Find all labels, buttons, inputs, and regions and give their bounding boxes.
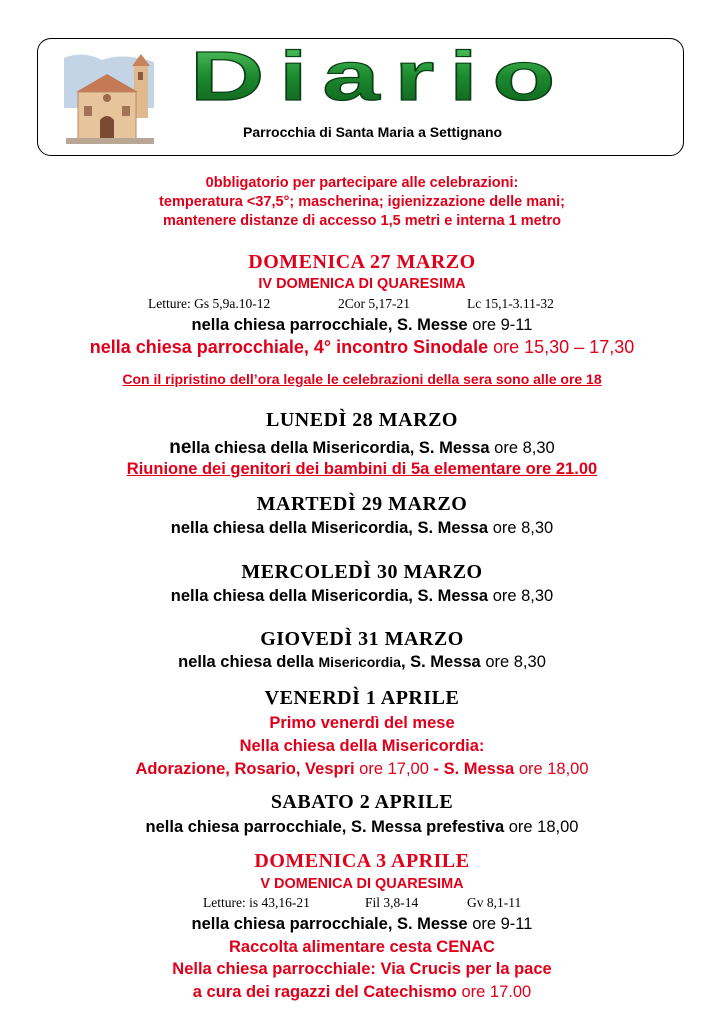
reading-2: 2Cor 5,17-21 — [338, 296, 410, 311]
event-place: nella chiesa parrocchiale, 4° incontro Sinodale — [89, 337, 489, 357]
mass-line — [0, 437, 724, 459]
church-illustration — [62, 48, 157, 146]
mass-place-prefix: ne — [169, 437, 192, 458]
event-time: ore 15,30 – 17,30 — [493, 337, 635, 357]
reading-3: Gv 8,1-11 — [467, 895, 522, 910]
mass-place: lla chiesa della Misericordia, S. Messa — [191, 439, 490, 457]
first-friday-line: Primo venerdì del mese — [269, 714, 455, 732]
catechism-time: ore 17.00 — [461, 983, 532, 1001]
mass-time: ore 18,00 — [508, 818, 579, 836]
adoration-label: Adorazione, Rosario, Vespri — [135, 760, 355, 778]
via-crucis-line: Nella chiesa parrocchiale: Via Crucis per la pace — [172, 960, 552, 978]
mass-place: nella chiesa parrocchiale, S. Messe — [191, 316, 468, 334]
reading-1: Letture: is 43,16-21 — [203, 895, 310, 910]
mass-time: ore 9-11 — [472, 316, 533, 334]
notice-line-3: mantenere distanze di accesso 1,5 metri e interna 1 metro — [162, 213, 562, 229]
day-title: MARTEDÌ 29 MARZO — [256, 493, 468, 515]
daylight-saving-note: Con il ripristino dell’ora legale le celebrazioni della sera sono alle ore 18 — [122, 371, 602, 387]
mass-time: ore 9-11 — [472, 915, 533, 933]
title-text: Diario — [190, 44, 570, 110]
diario-title — [180, 44, 580, 110]
mass-place: nella chiesa parrocchiale, S. Messe — [191, 915, 468, 933]
catechism-line — [0, 983, 724, 1002]
food-collection-line: Raccolta alimentare cesta CENAC — [229, 938, 495, 956]
day-title: LUNEDÌ 28 MARZO — [266, 409, 458, 431]
mass-place: nella chiesa parrocchiale, S. Messa prefestiva — [145, 818, 505, 836]
day-subtitle: V DOMENICA DI QUARESIMA — [260, 876, 464, 892]
mass-time: ore 8,30 — [492, 519, 554, 537]
mass-time: ore 8,30 — [494, 439, 555, 457]
adoration-line — [0, 760, 724, 779]
day-title: VENERDÌ 1 APRILE — [264, 687, 460, 709]
day-title: MERCOLEDÌ 30 MARZO — [241, 561, 483, 583]
adoration-time: ore 17,00 — [359, 760, 429, 778]
catechism-label: a cura dei ragazzi del Catechismo — [192, 983, 457, 1001]
day-title: DOMENICA 27 MARZO — [248, 251, 476, 273]
day-title: DOMENICA 3 APRILE — [254, 850, 470, 872]
mass-label: - S. Messa — [433, 760, 515, 778]
mass-line — [0, 587, 724, 606]
event-line — [0, 337, 724, 358]
mass-place: nella chiesa della Misericordia, S. Messa — [170, 519, 489, 537]
day-subtitle: IV DOMENICA DI QUARESIMA — [258, 276, 466, 292]
mass-time: ore 18,00 — [518, 760, 589, 778]
notice-line-2: temperatura <37,5°; mascherina; igienizzazione delle mani; — [159, 194, 565, 210]
notice-line-1: 0bbligatorio per partecipare alle celebrazioni: — [205, 175, 519, 191]
mass-place-a: nella chiesa della — [178, 653, 314, 671]
mass-place: nella chiesa della Misericordia, S. Messa — [170, 587, 489, 605]
mass-line — [0, 653, 724, 672]
mass-line — [0, 818, 724, 837]
mass-line — [0, 915, 724, 934]
day-title: GIOVEDÌ 31 MARZO — [260, 628, 464, 650]
mass-place-c: , S. Messa — [400, 653, 481, 671]
mass-place-b: Misericordia — [318, 654, 401, 670]
mass-time: ore 8,30 — [492, 587, 554, 605]
misericordia-line: Nella chiesa della Misericordia: — [239, 737, 485, 755]
meeting-line: Riunione dei genitori dei bambini di 5a elementare ore 21.00 — [126, 460, 598, 478]
reading-2: Fil 3,8-14 — [365, 895, 419, 910]
mass-line — [0, 519, 724, 538]
mass-line — [0, 316, 724, 335]
reading-1: Letture: Gs 5,9a.10-12 — [148, 296, 271, 311]
mass-time: ore 8,30 — [485, 653, 546, 671]
parish-name: Parrocchia di Santa Maria a Settignano — [243, 124, 503, 140]
day-title: SABATO 2 APRILE — [270, 791, 454, 813]
reading-3: Lc 15,1-3.11-32 — [467, 296, 554, 311]
